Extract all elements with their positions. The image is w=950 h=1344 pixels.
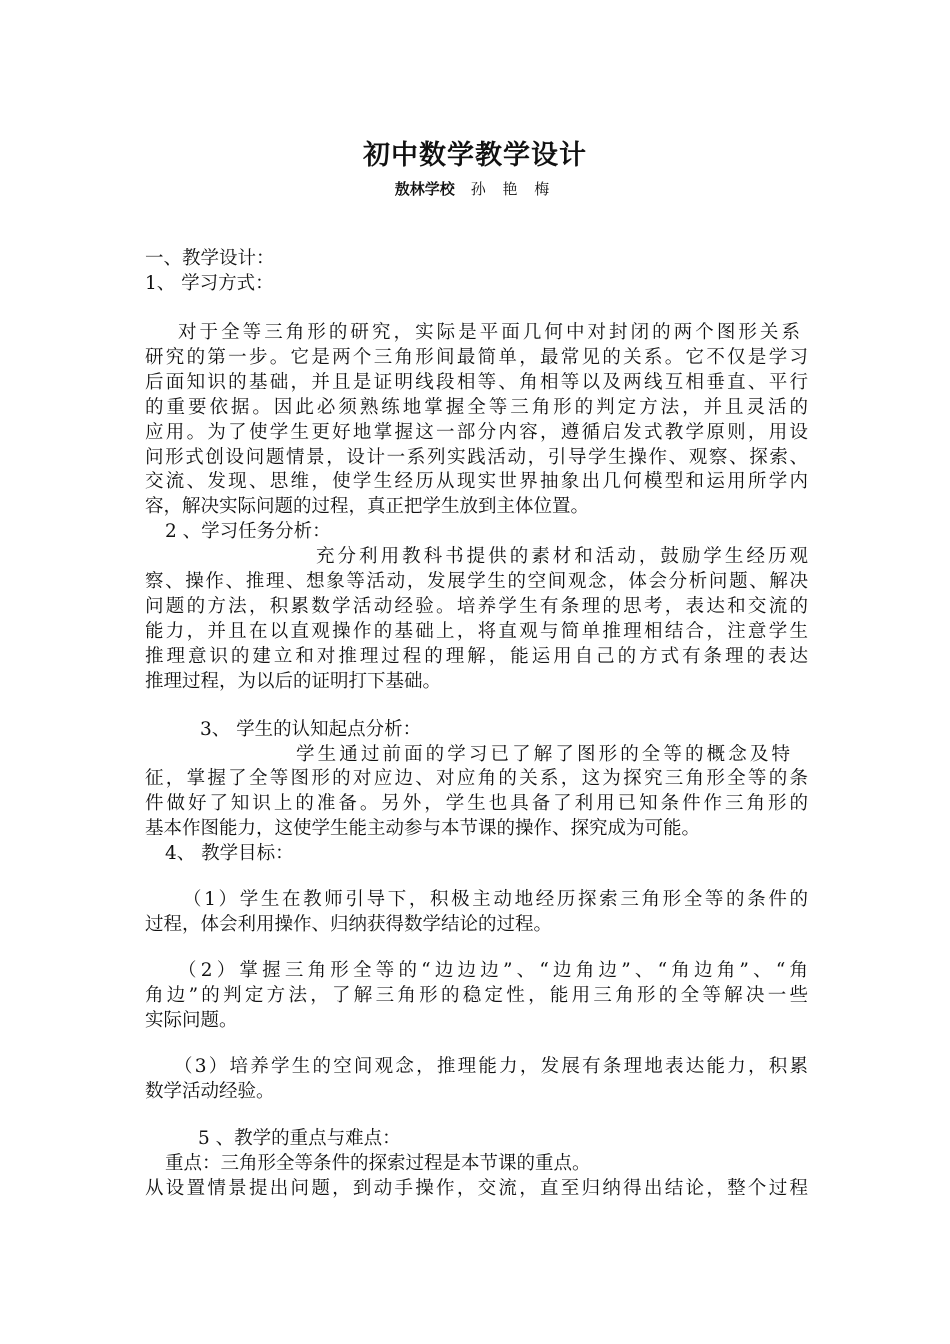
paragraph-line: 基本作图能力，这使学生能主动参与本节课的操作、探究成为可能。 <box>145 818 701 839</box>
paragraph-line: 从设置情景提出问题，到动手操作，交流，直至归纳得出结论，整个过程 <box>145 1178 808 1199</box>
school-name: 敖林学校 <box>394 180 455 198</box>
paragraph-line: 察、操作、推理、想象等活动，发展学生的空间观念，体会分析问题、解决 <box>145 571 808 592</box>
subheading-learning-method: 1、 学习方式： <box>145 273 274 294</box>
goal-line: （2）掌握三角形全等的“边边边”、“边角边”、“角边角”、“角 <box>178 960 808 981</box>
byline <box>0 178 950 199</box>
paragraph-line: 的重要依据。因此必须熟练地掌握全等三角形的判定方法，并且灵活的 <box>145 397 808 418</box>
goal-line: 实际问题。 <box>145 1010 238 1031</box>
goal-line: （3）培养学生的空间观念，推理能力，发展有条理地表达能力，积累 <box>174 1056 808 1077</box>
goal-line: 数学活动经验。 <box>145 1081 275 1102</box>
paragraph-line: 问题的方法，积累数学活动经验。培养学生有条理的思考，表达和交流的 <box>145 596 808 617</box>
paragraph-line: 推理意识的建立和对推理过程的理解，能运用自己的方式有条理的表达 <box>145 646 808 667</box>
paragraph-line: 推理过程，为以后的证明打下基础。 <box>145 671 442 692</box>
document-title: 初中数学教学设计 <box>363 140 587 171</box>
paragraph-line: 能力，并且在以直观操作的基础上，将直观与简单推理相结合，注意学生 <box>145 621 808 642</box>
paragraph-line: 应用。为了使学生更好地掌握这一部分内容，遵循启发式教学原则，用设 <box>145 422 808 443</box>
goal-line: （1）学生在教师引导下，积极主动地经历探索三角形全等的条件的 <box>183 889 808 910</box>
subheading-task-analysis: 2 、学习任务分析： <box>165 521 331 542</box>
author-name: 孙 艳 梅 <box>470 180 556 198</box>
paragraph-line: 对于全等三角形的研究，实际是平面几何中对封闭的两个图形关系 <box>178 322 800 343</box>
paragraph-line: 研究的第一步。它是两个三角形间最简单，最常见的关系。它不仅是学习 <box>145 347 808 368</box>
section-heading-design: 一、教学设计： <box>145 248 275 269</box>
paragraph-line: 交流、发现、思维，使学生经历从现实世界抽象出几何模型和运用所学内 <box>145 471 808 492</box>
goal-line: 过程，体会利用操作、归纳获得数学结论的过程。 <box>145 914 553 935</box>
paragraph-line: 容，解决实际问题的过程，真正把学生放到主体位置。 <box>145 496 590 517</box>
key-point-line: 重点：三角形全等条件的探索过程是本节课的重点。 <box>165 1153 591 1174</box>
subheading-key-points: 5 、教学的重点与难点： <box>198 1128 401 1149</box>
paragraph-line: 后面知识的基础，并且是证明线段相等、角相等以及两线互相垂直、平行 <box>145 372 808 393</box>
paragraph-line: 学生通过前面的学习已了解了图形的全等的概念及特 <box>296 744 790 765</box>
paragraph-line: 征，掌握了全等图形的对应边、对应角的关系，这为探究三角形全等的条 <box>145 768 808 789</box>
goal-line: 角边”的判定方法，了解三角形的稳定性，能用三角形的全等解决一些 <box>145 985 808 1006</box>
subheading-teaching-goals: 4、 教学目标： <box>165 843 294 864</box>
paragraph-line: 件做好了知识上的准备。另外，学生也具备了利用已知条件作三角形的 <box>145 793 808 814</box>
paragraph-line: 充分利用教科书提供的素材和活动，鼓励学生经历观 <box>316 546 808 567</box>
subheading-cognitive-start: 3、 学生的认知起点分析： <box>200 719 422 740</box>
paragraph-line: 问形式创设问题情景，设计一系列实践活动，引导学生操作、观察、探索、 <box>145 447 808 468</box>
